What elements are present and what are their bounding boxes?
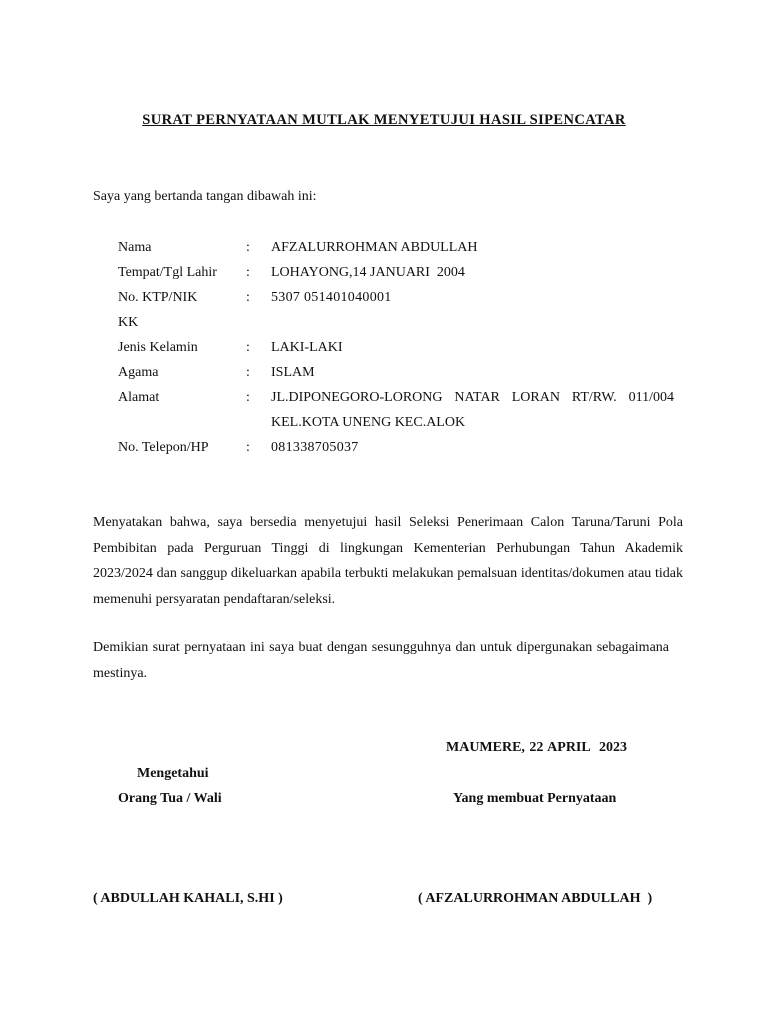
document-title: SURAT PERNYATAAN MUTLAK MENYETUJUI HASIL SIPENCATAR <box>142 112 626 128</box>
field-value: 081338705037 <box>271 440 359 455</box>
field-value: AFZALURROHMAN ABDULLAH <box>271 240 478 255</box>
field-label: Jenis Kelamin <box>118 340 198 355</box>
statement-paragraph: Menyatakan bahwa, saya bersedia menyetujui hasil Seleksi Penerimaan Calon Taruna/Taruni Pola Pembibitan pada Perguruan Tinggi di lingkungan Kementerian Perhubungan Tahun Akademik 2023/2024 dan sanggup dikeluarkan apabila terbukti melakukan pemalsuan identitas/dokumen atau tidak memenuhi persyaratan pendaftaran/seleksi. <box>93 515 683 607</box>
field-colon: : <box>246 240 250 255</box>
field-row-alamat <box>118 388 674 438</box>
field-value: JL.DIPONEGORO-LORONG NATAR LORAN RT/RW. 011/004 KEL.KOTA UNENG KEC.ALOK <box>271 390 674 430</box>
field-label: No. Telepon/HP <box>118 440 209 455</box>
place-date: MAUMERE, 22 APRIL 2023 <box>446 740 627 755</box>
field-row-tempat-tgl-lahir <box>118 263 674 288</box>
field-row-jenis-kelamin <box>118 338 674 363</box>
field-row-nama <box>118 238 674 263</box>
field-row-ktp-nik <box>118 288 674 313</box>
parent-role-label: Orang Tua / Wali <box>118 791 222 806</box>
field-label: Nama <box>118 240 152 255</box>
field-row-telepon <box>118 438 674 463</box>
field-label: Agama <box>118 365 159 380</box>
field-colon: : <box>246 290 250 305</box>
field-label: Tempat/Tgl Lahir <box>118 265 217 280</box>
field-colon: : <box>246 365 250 380</box>
intro-text: Saya yang bertanda tangan dibawah ini: <box>93 189 317 204</box>
field-value: LOHAYONG,14 JANUARI 2004 <box>271 265 465 280</box>
acknowledged-label: Mengetahui <box>137 766 209 781</box>
field-colon: : <box>246 390 250 405</box>
field-row-kk <box>118 313 674 338</box>
field-value: ISLAM <box>271 365 315 380</box>
maker-role-label: Yang membuat Pernyataan <box>453 791 617 806</box>
field-value: 5307 051401040001 <box>271 290 392 305</box>
field-value: LAKI-LAKI <box>271 340 343 355</box>
field-colon: : <box>246 265 250 280</box>
field-label: No. KTP/NIK <box>118 290 198 305</box>
field-label: KK <box>118 315 139 330</box>
identity-fields <box>118 238 674 463</box>
parent-signature-name: ( ABDULLAH KAHALI, S.HI ) <box>93 891 283 906</box>
field-colon: : <box>246 440 250 455</box>
maker-signature-name: ( AFZALURROHMAN ABDULLAH ) <box>418 891 653 906</box>
closing-paragraph: Demikian surat pernyataan ini saya buat dengan sesungguhnya dan untuk dipergunakan sebagaimana mestinya. <box>93 640 669 681</box>
field-label: Alamat <box>118 390 160 405</box>
field-colon: : <box>246 340 250 355</box>
